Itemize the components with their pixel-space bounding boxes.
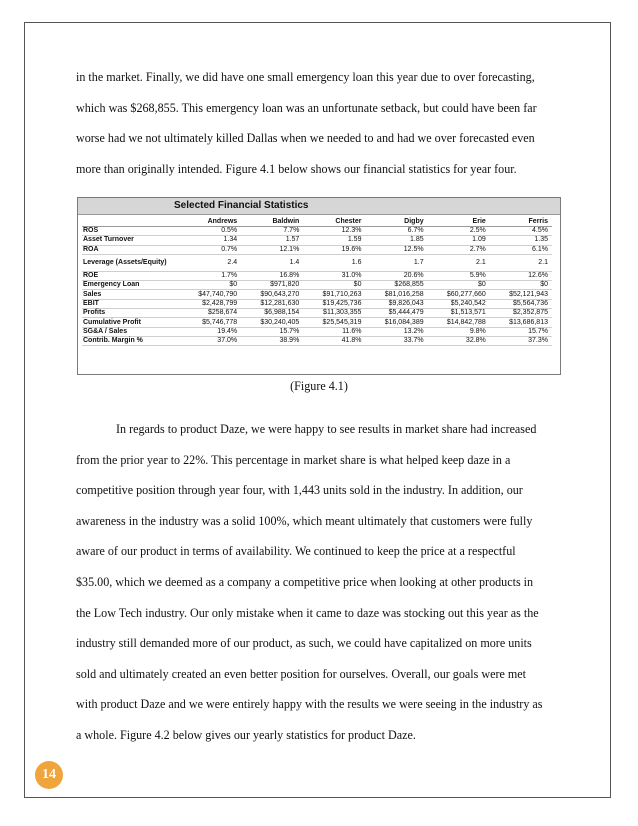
table-row (82, 299, 552, 308)
table-row (82, 336, 552, 345)
column-header: Ferris (490, 218, 552, 227)
table-cell: $5,746,778 (179, 318, 241, 327)
table-cell: 12.3% (303, 227, 365, 236)
table-cell: $2,352,875 (490, 309, 552, 318)
table-cell: 1.34 (179, 236, 241, 245)
row-label: ROE (82, 271, 179, 280)
table-cell: $6,988,154 (241, 309, 303, 318)
figure-caption: (Figure 4.1) (290, 379, 348, 393)
table-cell: 0.7% (179, 245, 241, 254)
table-cell: 32.8% (428, 336, 490, 345)
text-line: from the prior year to 22%. This percentage in market share is what helped keep daze in a (76, 452, 511, 467)
table-cell: 20.6% (365, 271, 427, 280)
table-cell: 15.7% (241, 327, 303, 336)
table-cell: 1.85 (365, 236, 427, 245)
table-cell: $30,240,405 (241, 318, 303, 327)
table-cell: $13,686,813 (490, 318, 552, 327)
paragraph-daze (76, 414, 556, 751)
table-cell: 19.4% (179, 327, 241, 336)
table-header-row (82, 218, 552, 227)
column-header: Digby (365, 218, 427, 227)
text-line: In regards to product Daze, we were happy to see results in market share had increased (116, 422, 537, 436)
table-cell: $971,820 (241, 281, 303, 290)
table-cell: 9.8% (428, 327, 490, 336)
table-cell: 1.7% (179, 271, 241, 280)
table-row (82, 227, 552, 236)
row-label: ROS (82, 227, 179, 236)
table-cell: 1.4 (241, 254, 303, 271)
paragraph-intro (76, 62, 556, 184)
column-header: Andrews (179, 218, 241, 227)
text-line: which was $268,855. This emergency loan was an unfortunate setback, but could have been far (76, 100, 537, 115)
text-line: aware of our product in terms of availability. We continued to keep the price at a respectful (76, 544, 516, 559)
table-row (82, 281, 552, 290)
table-cell: 12.6% (490, 271, 552, 280)
table-cell: 1.59 (303, 236, 365, 245)
table-cell: 41.8% (303, 336, 365, 345)
text-line: the Low Tech industry. Our only mistake when it came to daze was stocking out this year as the (76, 605, 539, 620)
table-cell: $268,855 (365, 281, 427, 290)
text-line: more than originally intended. Figure 4.1 below shows our financial statistics for year four. (76, 161, 517, 176)
table-row (82, 245, 552, 254)
column-header: Erie (428, 218, 490, 227)
table-cell: 37.0% (179, 336, 241, 345)
table-row (82, 309, 552, 318)
table-cell: $81,016,258 (365, 290, 427, 299)
row-label: Asset Turnover (82, 236, 179, 245)
page-number-badge: 14 (35, 761, 63, 789)
table-cell: 6.7% (365, 227, 427, 236)
table-cell: 1.09 (428, 236, 490, 245)
table-cell: $91,710,263 (303, 290, 365, 299)
text-line: in the market. Finally, we did have one small emergency loan this year due to over forecasting, (76, 70, 535, 84)
table-cell: 33.7% (365, 336, 427, 345)
table-cell: $16,084,389 (365, 318, 427, 327)
table-cell: $11,303,355 (303, 309, 365, 318)
table-cell: $5,444,479 (365, 309, 427, 318)
table-cell: $60,277,660 (428, 290, 490, 299)
row-label: Leverage (Assets/Equity) (82, 254, 179, 271)
table-cell: $19,425,736 (303, 299, 365, 308)
table-cell: $0 (490, 281, 552, 290)
text-line: $35.00, which we deemed as a company a competitive price when looking at other products in (76, 574, 534, 589)
table-cell: $0 (428, 281, 490, 290)
table-row (82, 254, 552, 271)
table-row (82, 318, 552, 327)
table-row (82, 271, 552, 280)
text-line: sold and ultimately created an even better position for ourselves. Overall, our goals were met (76, 666, 527, 681)
text-line: with product Daze and we were entirely happy with the results we were seeing in the industry as (76, 697, 543, 712)
table-row (82, 236, 552, 245)
table-cell: $5,240,542 (428, 299, 490, 308)
table-cell: 16.8% (241, 271, 303, 280)
text-line: competitive position through year four, with 1,443 units sold in the industry. In addition, our (76, 483, 523, 498)
table-cell: $90,643,270 (241, 290, 303, 299)
table-cell: 4.5% (490, 227, 552, 236)
table-cell: $0 (179, 281, 241, 290)
table-cell: 11.6% (303, 327, 365, 336)
row-label: ROA (82, 245, 179, 254)
table-cell: 37.3% (490, 336, 552, 345)
text-line: awareness in the industry was a solid 100%, which meant ultimately that customers were fully (76, 513, 533, 528)
table-cell: $0 (303, 281, 365, 290)
text-line: industry still demanded more of our product, as such, we could have capitalized on more units (76, 636, 532, 651)
table-cell: 1.35 (490, 236, 552, 245)
table-cell: 7.7% (241, 227, 303, 236)
table-cell: 19.6% (303, 245, 365, 254)
table-cell: $47,740,790 (179, 290, 241, 299)
table-cell: 5.9% (428, 271, 490, 280)
table-cell: 6.1% (490, 245, 552, 254)
row-label: Contrib. Margin % (82, 336, 179, 345)
table-cell: $14,842,788 (428, 318, 490, 327)
row-label: EBIT (82, 299, 179, 308)
table-cell: 1.7 (365, 254, 427, 271)
row-label: Emergency Loan (82, 281, 179, 290)
table-cell: $12,281,630 (241, 299, 303, 308)
column-header: Baldwin (241, 218, 303, 227)
row-label: Cumulative Profit (82, 318, 179, 327)
table-cell: $9,826,043 (365, 299, 427, 308)
column-header (82, 218, 179, 227)
table-cell: 2.5% (428, 227, 490, 236)
table-cell: 12.5% (365, 245, 427, 254)
column-header: Chester (303, 218, 365, 227)
table-cell: $5,564,736 (490, 299, 552, 308)
table-cell: $52,121,943 (490, 290, 552, 299)
table-cell: 2.1 (490, 254, 552, 271)
table-cell: 31.0% (303, 271, 365, 280)
table-row (82, 290, 552, 299)
table-cell: $2,428,799 (179, 299, 241, 308)
text-line: a whole. Figure 4.2 below gives our yearly statistics for product Daze. (76, 727, 416, 742)
table-title: Selected Financial Statistics (78, 198, 560, 215)
table-cell: 15.7% (490, 327, 552, 336)
table-cell: 13.2% (365, 327, 427, 336)
table-cell: 1.57 (241, 236, 303, 245)
row-label: SG&A / Sales (82, 327, 179, 336)
table-cell: $25,545,319 (303, 318, 365, 327)
table-cell: 0.5% (179, 227, 241, 236)
row-label: Profits (82, 309, 179, 318)
table-cell: $258,674 (179, 309, 241, 318)
table-cell: 2.1 (428, 254, 490, 271)
text-line: worse had we not ultimately killed Dallas when we needed to and had we over forecasted even (76, 131, 535, 146)
financial-statistics-figure (77, 197, 561, 375)
financial-statistics-table (82, 218, 552, 346)
table-cell: 1.6 (303, 254, 365, 271)
table-cell: 2.4 (179, 254, 241, 271)
table-cell: $1,513,571 (428, 309, 490, 318)
table-row (82, 327, 552, 336)
table-cell: 38.9% (241, 336, 303, 345)
table-cell: 2.7% (428, 245, 490, 254)
row-label: Sales (82, 290, 179, 299)
table-cell: 12.1% (241, 245, 303, 254)
